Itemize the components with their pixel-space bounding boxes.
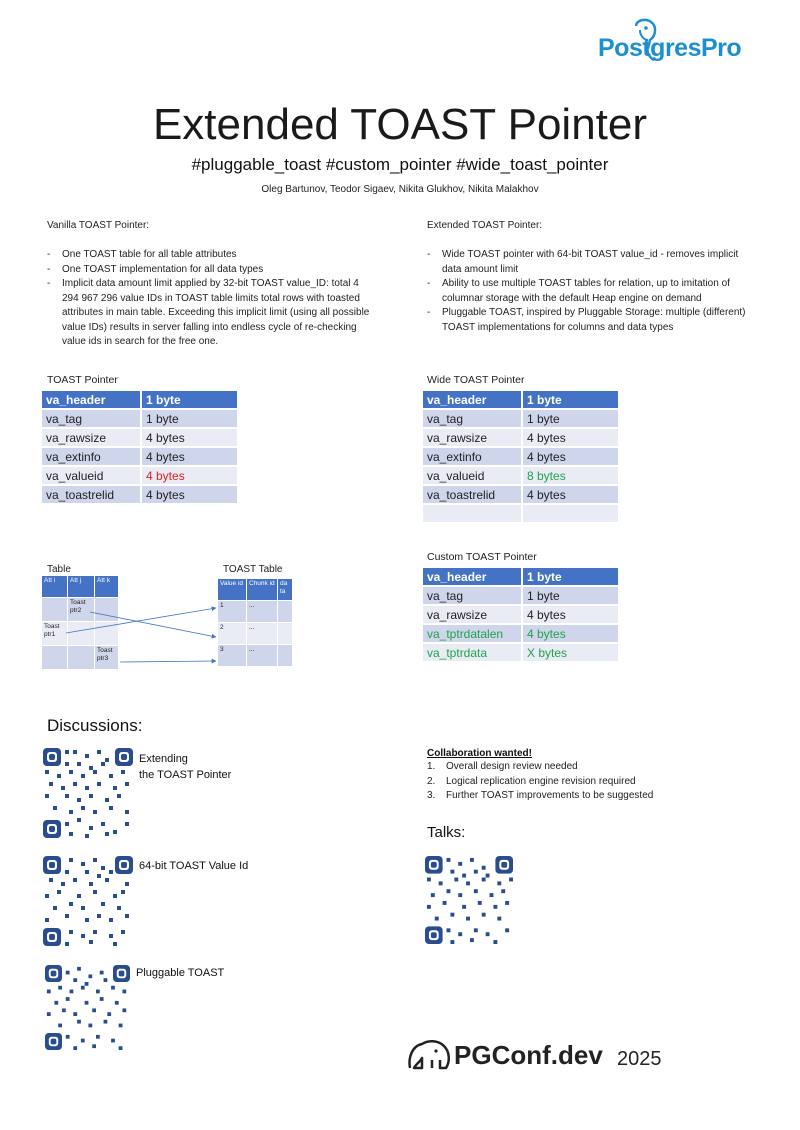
qr-label-64bit: 64-bit TOAST Value Id (139, 860, 249, 872)
field-size: 4 bytes (523, 606, 618, 623)
field-name: va_rawsize (423, 429, 521, 446)
field-name-highlight: va_tptrdata (423, 644, 521, 661)
discussions-title: Discussions: (47, 716, 143, 735)
wide-toast-pointer-caption: Wide TOAST Pointer (427, 374, 525, 386)
bullet-item: - Pluggable TOAST, inspired by Pluggable Storage: multiple (different) TOAST implementations for columns and data types (427, 306, 757, 335)
poster-title: Extended TOAST Pointer (152, 100, 648, 149)
bullet-item: - One TOAST table for all table attributes (47, 248, 372, 263)
column-header: Att j (68, 576, 94, 597)
field-name: va_extinfo (42, 448, 140, 465)
bullet-item: - Wide TOAST pointer with 64-bit TOAST value_id - removes implicit data amount limit (427, 248, 757, 277)
elephant-icon (406, 1038, 452, 1072)
qr-code-extending-toast-pointer[interactable] (43, 748, 133, 838)
field-size: 4 bytes (142, 448, 237, 465)
collaboration-list (427, 760, 653, 804)
bullet-item: - Implicit data amount limit applied by 32-bit TOAST value_ID: total 4 294 967 296 value IDs in TOAST table limits total rows with toasted attributes in main table. Exceeding this implicit limit (using all possible value IDs) results in server falling into endless cycle of re-checking value ids in search for the free one. (47, 277, 372, 350)
field-size: 4 bytes (523, 429, 618, 446)
vanilla-heading: Vanilla TOAST Pointer: (47, 220, 150, 231)
field-size-highlight: X bytes (523, 644, 618, 661)
qr-label-extending: Extending the TOAST Pointer (139, 753, 232, 781)
authors: Oleg Bartunov, Teodor Sigaev, Nikita Glukhov, Nikita Malakhov (261, 184, 539, 195)
column-header: Chunk id (247, 579, 277, 600)
field-size-highlight: 8 bytes (523, 467, 618, 484)
logo-text: PostgresPro (598, 34, 742, 62)
chunk-cell: ... (247, 601, 277, 622)
custom-toast-pointer-caption: Custom TOAST Pointer (427, 551, 537, 563)
field-size-highlight: 4 bytes (142, 467, 237, 484)
arrow-ptr1 (66, 608, 216, 633)
field-name: va_tag (423, 587, 521, 604)
column-header: Att i (42, 576, 67, 597)
toast-pointer-cell: Toast ptr1 (42, 622, 67, 645)
list-item: 2. Logical replication engine revision required (427, 775, 636, 787)
field-name: va_valueid (423, 467, 521, 484)
value-id-cell: 3 (218, 645, 246, 666)
field-size: 4 bytes (142, 429, 237, 446)
field-name: va_tag (42, 410, 140, 427)
pgconf-year: 2025 (617, 1048, 662, 1070)
field-name: va_valueid (42, 467, 140, 484)
qr-code-pluggable-toast[interactable] (45, 965, 130, 1050)
field-name: va_header (423, 568, 521, 585)
extended-heading: Extended TOAST Pointer: (427, 220, 543, 231)
bullet-item: - Ability to use multiple TOAST tables for relation, up to imitation of columnar storage with the default Heap engine on demand (427, 277, 757, 306)
field-size: 1 byte (142, 410, 237, 427)
field-name: va_rawsize (42, 429, 140, 446)
qr-code-64bit-value-id[interactable] (43, 856, 133, 946)
field-size: 1 byte (523, 391, 618, 408)
value-id-cell: 2 (218, 623, 246, 644)
value-id-cell: 1 (218, 601, 246, 622)
field-size: 1 byte (523, 568, 618, 585)
field-size: 1 byte (142, 391, 237, 408)
diagram-table-caption: Table (47, 564, 71, 575)
arrow-ptr3 (120, 661, 216, 662)
toast-pointer-cell: Toast ptr3 (95, 646, 118, 669)
field-name: va_header (423, 391, 521, 408)
pgconf-logo (406, 1036, 676, 1076)
field-name: va_rawsize (423, 606, 521, 623)
field-size-highlight: 4 bytes (523, 625, 618, 642)
field-name: va_toastrelid (423, 486, 521, 503)
toast-pointer-cell: Toast ptr2 (68, 598, 94, 621)
field-name: va_tag (423, 410, 521, 427)
chunk-cell: ... (247, 623, 277, 644)
chunk-cell: ... (247, 645, 277, 666)
bullet-item: - One TOAST implementation for all data types (47, 263, 372, 278)
pgconf-name: PGConf.dev (454, 1040, 603, 1070)
hashtags: #pluggable_toast #custom_pointer #wide_toast_pointer (191, 155, 609, 174)
column-header: Value id (218, 579, 246, 600)
list-item: 3. Further TOAST improvements to be suggested (427, 790, 654, 801)
field-size: 4 bytes (142, 486, 237, 503)
list-item: 1. Overall design review needed (427, 761, 578, 772)
field-size: 4 bytes (523, 448, 618, 465)
field-name: va_extinfo (423, 448, 521, 465)
qr-code-talks[interactable] (425, 856, 513, 944)
diagram-toast-table-caption: TOAST Table (223, 564, 283, 575)
talks-title: Talks: (427, 824, 466, 841)
collaboration-title: Collaboration wanted! (427, 748, 532, 759)
field-size: 4 bytes (523, 486, 618, 503)
field-name: va_toastrelid (42, 486, 140, 503)
field-size: 1 byte (523, 587, 618, 604)
column-header: da ta (278, 579, 292, 600)
field-name: va_header (42, 391, 140, 408)
column-header: Att k (95, 576, 118, 597)
field-name-highlight: va_tptrdatalen (423, 625, 521, 642)
field-size: 1 byte (523, 410, 618, 427)
arrow-ptr2 (90, 612, 216, 637)
qr-label-pluggable: Pluggable TOAST (136, 967, 225, 979)
toast-pointer-caption: TOAST Pointer (47, 374, 118, 386)
